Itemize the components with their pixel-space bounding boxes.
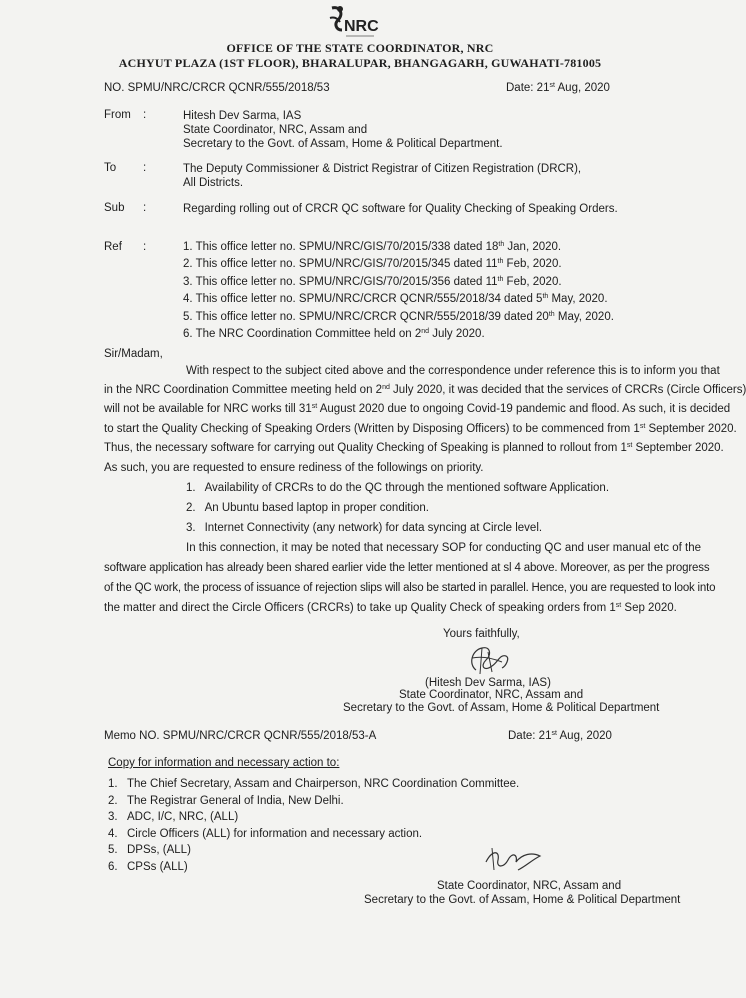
memo-number: Memo NO. SPMU/NRC/CRCR QCNR/555/2018/53-A <box>104 730 377 742</box>
office-address: ACHYUT PLAZA (1ST FLOOR), BHARALUPAR, BHANGAGARH, GUWAHATI-781005 <box>118 56 602 70</box>
body-line: Thus, the necessary software for carrying out Quality Checking of Speaking is planned to rollout from 1st September 2020. <box>104 442 724 454</box>
ref-item: 6. The NRC Coordination Committee held on 2nd July 2020. <box>183 328 485 341</box>
requirement-item: 3. Internet Connectivity (any network) for data syncing at Circle level. <box>186 522 543 534</box>
nrc-logo-icon <box>326 4 388 42</box>
body-line: In this connection, it may be noted that necessary SOP for conducting QC and user manual etc of the <box>186 542 702 554</box>
signatory-dept: Secretary to the Govt. of Assam, Home & Political Department <box>343 702 660 714</box>
copy-item: 5. DPSs, (ALL) <box>108 844 191 857</box>
ref-item: 4. This office letter no. SPMU/NRC/CRCR QCNR/555/2018/34 dated 5th May, 2020. <box>183 293 608 306</box>
ref-label: Ref <box>104 241 122 253</box>
reference-number: NO. SPMU/NRC/CRCR QCNR/555/2018/53 <box>104 82 330 94</box>
ref-item: 3. This office letter no. SPMU/NRC/GIS/70/2015/356 dated 11th Feb, 2020. <box>183 275 562 288</box>
signature-icon <box>462 640 522 680</box>
from-line: State Coordinator, NRC, Assam and <box>183 124 368 136</box>
body-line: As such, you are requested to ensure rediness of the followings on priority. <box>104 462 484 474</box>
salutation: Sir/Madam, <box>104 348 163 360</box>
body-line: software application has already been shared earlier vide the letter mentioned at sl 4 above. Moreover, as per the progress <box>104 562 710 574</box>
sub-colon: : <box>143 202 147 214</box>
copy-heading: Copy for information and necessary action to: <box>108 757 340 769</box>
footer-sign-dept: Secretary to the Govt. of Assam, Home & Political Department <box>364 894 681 906</box>
from-line: Hitesh Dev Sarma, IAS <box>183 110 302 122</box>
subject-text: Regarding rolling out of CRCR QC software for Quality Checking of Speaking Orders. <box>183 203 618 215</box>
to-line: All Districts. <box>183 177 244 189</box>
from-line: Secretary to the Govt. of Assam, Home & Political Department. <box>183 138 503 150</box>
from-colon: : <box>143 109 147 121</box>
copy-item: 4. Circle Officers (ALL) for information and necessary action. <box>108 827 423 840</box>
closing: Yours faithfully, <box>443 628 520 640</box>
logo-text: NRC <box>344 18 379 35</box>
requirement-item: 2. An Ubuntu based laptop in proper condition. <box>186 502 430 514</box>
signatory-name: (Hitesh Dev Sarma, IAS) <box>425 677 551 689</box>
ref-item: 5. This office letter no. SPMU/NRC/CRCR QCNR/555/2018/39 dated 20th May, 2020. <box>183 310 614 323</box>
ref-list <box>183 239 614 343</box>
copy-item: 6. CPSs (ALL) <box>108 860 188 873</box>
requirement-item: 1. Availability of CRCRs to do the QC through the mentioned software Application. <box>186 482 610 494</box>
from-block <box>183 109 503 151</box>
footer-sign-title: State Coordinator, NRC, Assam and <box>437 880 622 892</box>
ref-item: 2. This office letter no. SPMU/NRC/GIS/70/2015/345 dated 11th Feb, 2020. <box>183 258 562 271</box>
to-line: The Deputy Commissioner & District Registrar of Citizen Registration (DRCR), <box>183 163 582 175</box>
ref-colon: : <box>143 241 147 253</box>
body-line: of the QC work, the process of issuance of rejection slips will also be started in parallel. Hence, you are requested to look into <box>104 582 716 594</box>
body-line: the matter and direct the Circle Officers (CRCRs) to take up Quality Check of speaking orders from 1st Sep 2020. <box>104 602 677 614</box>
memo-date: Date: 21st Aug, 2020 <box>508 730 612 742</box>
ref-item: 1. This office letter no. SPMU/NRC/GIS/70/2015/338 dated 18th Jan, 2020. <box>183 241 562 253</box>
signatory-title: State Coordinator, NRC, Assam and <box>399 689 584 701</box>
copy-item: 3. ADC, I/C, NRC, (ALL) <box>108 811 239 824</box>
nrc-logo <box>326 4 388 42</box>
to-label: To <box>104 162 117 174</box>
to-block <box>183 162 581 190</box>
body-line: to start the Quality Checking of Speaking Orders (Written by Disposing Officers) to be commenced from 1st September 2020. <box>104 423 737 435</box>
to-colon: : <box>143 162 147 174</box>
copy-item: 1. The Chief Secretary, Assam and Chairperson, NRC Coordination Committee. <box>108 778 520 790</box>
copy-list <box>108 776 519 876</box>
office-title: OFFICE OF THE STATE COORDINATOR, NRC <box>226 41 494 55</box>
body-line: in the NRC Coordination Committee meeting held on 2nd July 2020, it was decided that the services of CRCRs (Circle Officers) <box>104 384 746 396</box>
from-label: From <box>104 109 131 121</box>
body-line: will not be available for NRC works till 31st August 2020 due to ongoing Covid-19 pandemic and flood. As such, it is decided <box>104 403 731 415</box>
letter-date: Date: 21st Aug, 2020 <box>506 82 610 94</box>
copy-item: 2. The Registrar General of India, New Delhi. <box>108 794 344 807</box>
sub-label: Sub <box>104 202 125 214</box>
signature-icon <box>478 840 548 880</box>
body-line: With respect to the subject cited above and the correspondence under reference this is to inform you that <box>186 365 720 377</box>
